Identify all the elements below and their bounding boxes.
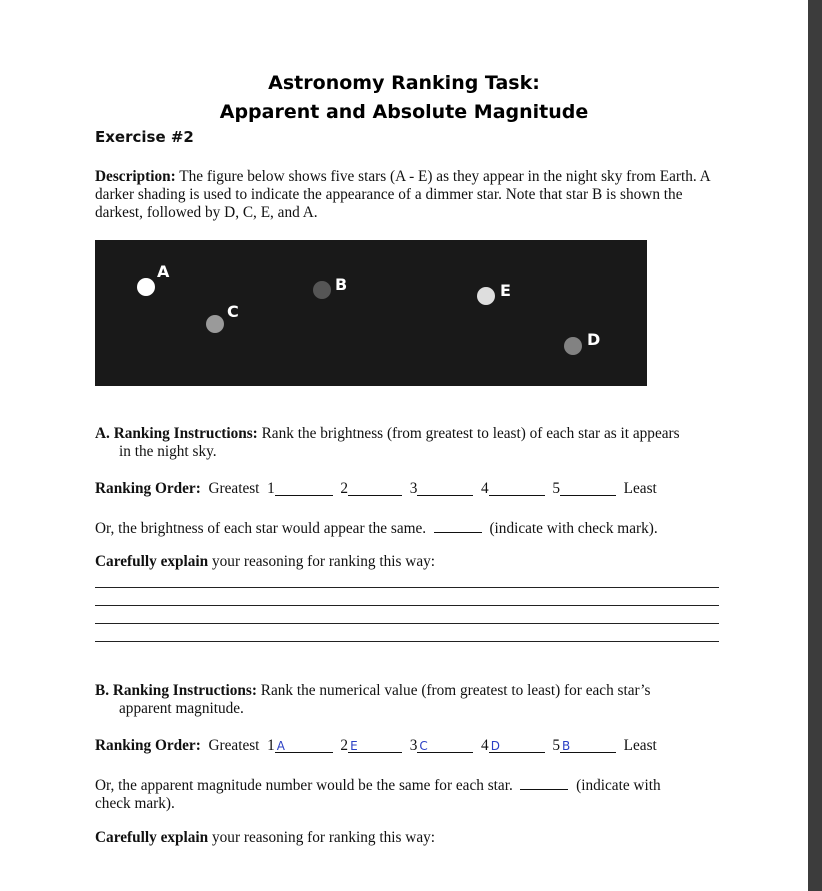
answer-line[interactable] bbox=[95, 641, 719, 642]
check-text: (indicate with bbox=[576, 777, 661, 794]
title-line-2: Apparent and Absolute Magnitude bbox=[219, 101, 589, 123]
same-text: Or, the apparent magnitude number would be the same for each star. bbox=[95, 777, 513, 794]
same-check-blank[interactable] bbox=[520, 774, 568, 790]
rank-answer: C bbox=[419, 739, 428, 753]
section-b-explain-prompt bbox=[95, 829, 435, 847]
star-b-label: B bbox=[335, 275, 348, 294]
star-c-label: C bbox=[227, 302, 239, 321]
title-line-1: Astronomy Ranking Task: bbox=[268, 72, 540, 94]
star-d-label: D bbox=[587, 330, 601, 349]
star-e-label: E bbox=[500, 281, 511, 300]
section-b-instructions bbox=[95, 682, 720, 718]
exercise-label: Exercise #2 bbox=[95, 128, 194, 146]
rank-blank-5[interactable] bbox=[560, 480, 616, 496]
rank-blank-2[interactable] bbox=[348, 737, 402, 753]
explain-rest: your reasoning for ranking this way: bbox=[208, 553, 436, 570]
rank-blank-2[interactable] bbox=[348, 480, 402, 496]
rank-answer: B bbox=[562, 739, 571, 753]
rank-number: 3 bbox=[409, 737, 418, 754]
description-text: The figure below shows five stars (A - E) as they appear in the night sky from Earth. A darker shading is used to indicate the appearance of a dimmer star. Note that star B is shown the darkest, followed by D, C, E, and A. bbox=[95, 168, 710, 221]
answer-line[interactable] bbox=[95, 587, 719, 588]
rank-blank-3[interactable] bbox=[417, 737, 473, 753]
rank-blank-4[interactable] bbox=[489, 480, 545, 496]
section-a-heading: A. Ranking Instructions: bbox=[95, 425, 258, 442]
rank-number: 5 bbox=[552, 480, 560, 497]
ranking-order-label: Ranking Order: bbox=[95, 737, 201, 754]
description bbox=[95, 168, 720, 222]
section-b-instructions-line2: apparent magnitude. bbox=[119, 700, 244, 717]
check-text-2: check mark). bbox=[95, 795, 175, 812]
rank-number: 2 bbox=[340, 737, 349, 754]
least-label: Least bbox=[623, 737, 657, 754]
answer-line[interactable] bbox=[95, 605, 719, 606]
rank-number: 1 bbox=[267, 737, 275, 754]
answer-line[interactable] bbox=[95, 623, 719, 624]
least-label: Least bbox=[623, 480, 657, 497]
section-a-instructions-line1: Rank the brightness (from greatest to least) of each star as it appears bbox=[261, 425, 680, 442]
rank-number: 3 bbox=[409, 480, 418, 497]
section-a-instructions-line2: in the night sky. bbox=[119, 443, 217, 460]
rank-blank-1[interactable] bbox=[275, 737, 333, 753]
section-a-explain-prompt bbox=[95, 553, 435, 571]
ranking-order-label: Ranking Order: bbox=[95, 480, 201, 497]
explain-bold: Carefully explain bbox=[95, 829, 209, 846]
rank-blank-4[interactable] bbox=[489, 737, 545, 753]
star-d-dot bbox=[564, 337, 582, 355]
section-b-same-row bbox=[95, 774, 720, 813]
rank-answer: E bbox=[350, 739, 358, 753]
check-text: (indicate with check mark). bbox=[489, 520, 658, 537]
description-label: Description: bbox=[95, 168, 176, 185]
star-b-dot bbox=[313, 281, 331, 299]
greatest-label: Greatest bbox=[208, 737, 260, 754]
same-check-blank[interactable] bbox=[434, 517, 482, 533]
rank-number: 5 bbox=[552, 737, 560, 754]
rank-number: 2 bbox=[340, 480, 349, 497]
star-c-dot bbox=[206, 315, 224, 333]
night-sky-figure bbox=[95, 240, 647, 386]
rank-number: 4 bbox=[481, 737, 489, 754]
section-a-ranking-order bbox=[95, 480, 657, 498]
explain-rest: your reasoning for ranking this way: bbox=[208, 829, 436, 846]
rank-blank-1[interactable] bbox=[275, 480, 333, 496]
section-b-instructions-line1: Rank the numerical value (from greatest to least) for each star’s bbox=[260, 682, 651, 699]
section-b-heading: B. Ranking Instructions: bbox=[95, 682, 257, 699]
section-b-ranking-order bbox=[95, 737, 657, 755]
star-e-dot bbox=[477, 287, 495, 305]
rank-answer: D bbox=[490, 739, 500, 753]
same-text: Or, the brightness of each star would appear the same. bbox=[95, 520, 427, 537]
explain-bold: Carefully explain bbox=[95, 553, 209, 570]
star-a-label: A bbox=[157, 262, 170, 281]
star-a-dot bbox=[137, 278, 155, 296]
rank-number: 4 bbox=[481, 480, 489, 497]
section-a-same-row bbox=[95, 517, 658, 538]
section-a-instructions bbox=[95, 425, 720, 461]
rank-number: 1 bbox=[267, 480, 275, 497]
rank-answer: A bbox=[276, 739, 285, 753]
rank-blank-3[interactable] bbox=[417, 480, 473, 496]
rank-blank-5[interactable] bbox=[560, 737, 616, 753]
greatest-label: Greatest bbox=[208, 480, 260, 497]
